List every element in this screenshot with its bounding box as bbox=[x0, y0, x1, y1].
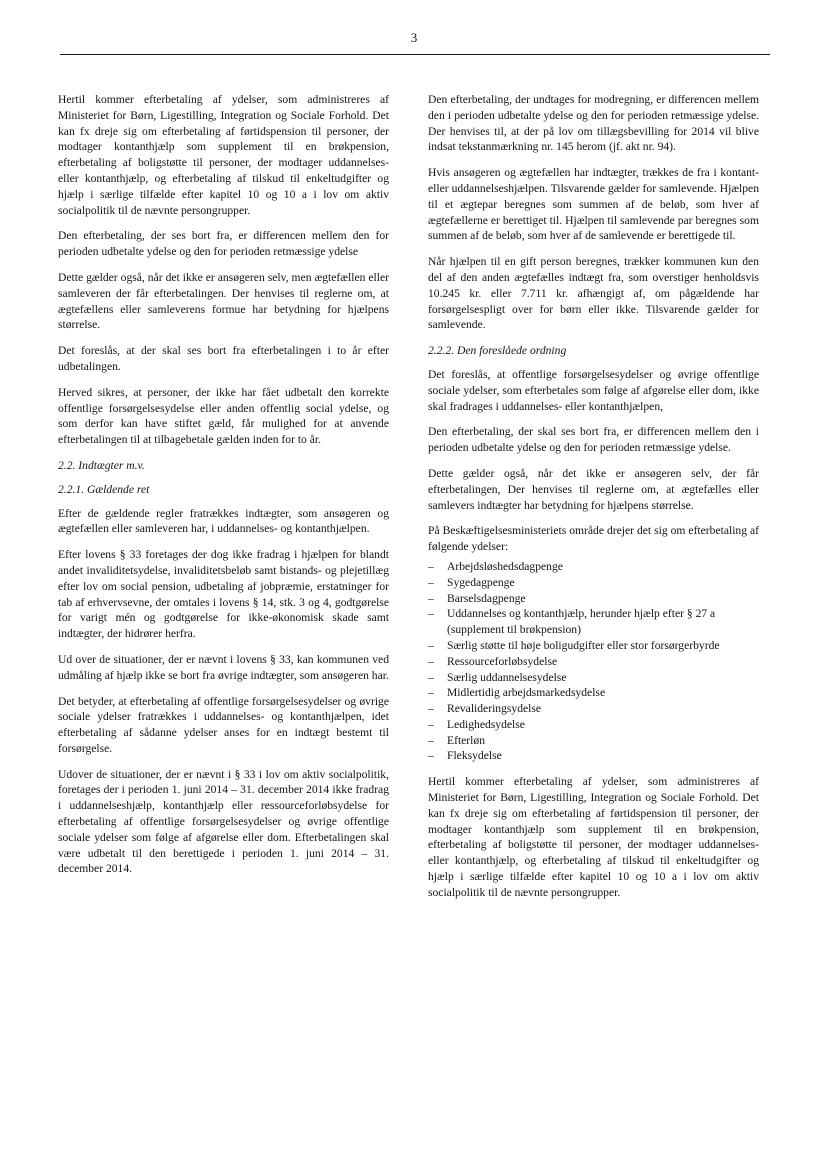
paragraph: Den efterbetaling, der skal ses bort fra, er differencen mellem den i perioden udbetalte ydelse og den for perioden retmæssige ydelse. bbox=[428, 425, 759, 455]
list-item: – Særlig uddannelsesydelse bbox=[428, 670, 759, 686]
paragraph: På Beskæftigelsesministeriets område drejer det sig om efterbetaling af følgende ydelser: bbox=[428, 524, 759, 554]
paragraph: Det foreslås, at offentlige forsørgelsesydelser og øvrige offentlige sociale ydelser, som efterbetales som følge af afgørelse eller dom, ikke skal fradrages i uddannelses- eller kontanthjælpen, bbox=[428, 367, 759, 413]
list-item: – Arbejdsløshedsdagpenge bbox=[428, 559, 759, 575]
list-item: – Barselsdagpenge bbox=[428, 591, 759, 607]
paragraph: Herved sikres, at personer, der ikke har fået udbetalt den korrekte offentlige forsørgelsesydelse eller anden offentlig social ydelse, og som derfor kan have stiftet gæld, får mulighed for at anvende efterbetalingen til at tilbagebetale gælden inden for to år. bbox=[58, 385, 389, 447]
list-item: – Fleksydelse bbox=[428, 748, 759, 764]
paragraph: Dette gælder også, når det ikke er ansøgeren selv, der får efterbetalingen, Der henvises til reglerne om, at ægtefælles eller samlevers indtægter har betydning for hjælpens størrelse. bbox=[428, 466, 759, 512]
right-column bbox=[428, 92, 759, 911]
paragraph: Dette gælder også, når det ikke er ansøgeren selv, men ægtefællen eller samleveren der får efterbetalingen. Der henvises til reglerne om, at ægtefællens eller samleverens formue har betydning for hjælpens størrelse. bbox=[58, 270, 389, 332]
list-item: – Sygedagpenge bbox=[428, 575, 759, 591]
paragraph: Hertil kommer efterbetaling af ydelser, som administreres af Ministeriet for Børn, Ligestilling, Integration og Sociale Forhold. Det kan fx dreje sig om efterbetaling af førtidspension til personer, der modtager kontanthjælp som supplement til en brøkpension, efterbetaling af boligstøtte til personer, der modtager uddannelses- eller kontanthjælp, og efterbetaling af tilskud til enkeltudgifter og hjælp i særlige tilfælde efter kapitel 10 og 10 a i lov om aktiv socialpolitik til de nævnte persongrupper. bbox=[58, 93, 389, 217]
paragraph: Når hjælpen til en gift person beregnes, trækker kommunen kun den del af den anden ægtefælles indtægt fra, som overstiger henholdsvis 10.245 kr. eller 7.711 kr. afhængigt af, om pågældende har forsørgelsespligt over for børn eller ikke. Tilsvarende gælder for samlevende. bbox=[428, 255, 759, 332]
list-item: – Ressourceforløbsydelse bbox=[428, 654, 759, 670]
list-item: – Særlig støtte til høje boligudgifter eller stor forsørgerbyrde bbox=[428, 638, 759, 654]
list-item: – Uddannelses og kontanthjælp, herunder hjælp efter § 27 a (supplement til brøkpension) bbox=[428, 606, 759, 638]
benefit-list bbox=[428, 559, 759, 764]
list-item: – Efterløn bbox=[428, 733, 759, 749]
paragraph: Det foreslås, at der skal ses bort fra efterbetalingen i to år efter udbetalingen. bbox=[58, 344, 389, 373]
list-item: – Ledighedsydelse bbox=[428, 717, 759, 733]
left-column bbox=[58, 92, 389, 887]
paragraph: Efter de gældende regler fratrækkes indtægter, som ansøgeren og ægtefællen eller samleveren har, i uddannelses- og kontanthjælpen. bbox=[58, 506, 389, 536]
header-rule bbox=[60, 54, 770, 55]
list-item: – Midlertidig arbejdsmarkedsydelse bbox=[428, 685, 759, 701]
paragraph: Ud over de situationer, der er nævnt i lovens § 33, kan kommunen ved udmåling af hjælp ikke se bort fra øvrige indtægter, som ansøgeren har. bbox=[58, 652, 389, 682]
paragraph: Den efterbetaling, der undtages for modregning, er differencen mellem den i perioden udbetalte ydelse og den for perioden retmæssige ydelse. Der henvises til, at der på lov om tillægsbevilling for 2014 vil blive indsat tekstanmærkning nr. 145 herom (jf. akt nr. 94). bbox=[428, 93, 759, 154]
paragraph: Efter lovens § 33 foretages der dog ikke fradrag i hjælpen for blandt andet invaliditetsydelse, invaliditetsbeløb samt bistands- og plejetillæg efter lov om social pension, udbetaling af jobpræmie, erstatninger for tab af erhvervsevne, der omtales i lovens § 14, stk. 3 og 4, godtgørelse for varigt mén og godtgørelse for ikke-økonomisk skade samt indtægter, der hidrører herfra. bbox=[58, 548, 389, 641]
section-heading: 2.2. Indtægter m.v. bbox=[58, 458, 145, 472]
subsection-heading: 2.2.1. Gældende ret bbox=[58, 482, 150, 496]
page-number: 3 bbox=[410, 30, 418, 45]
subsection-heading: 2.2.2. Den foreslåede ordning bbox=[428, 344, 567, 358]
paragraph: Hertil kommer efterbetaling af ydelser, som administreres af Ministeriet for Børn, Ligestilling, Integration og Sociale Forhold. Det kan fx dreje sig om efterbetaling af førtidspension til personer, der modtager kontanthjælp som supplement til en brøkpension, efterbetaling af boligstøtte til personer, der modtager uddannelses- eller kontanthjælp, og efterbetaling af tilskud til enkeltudgifter og hjælp i særlige tilfælde efter kapitel 10 og 10 a i lov om aktiv socialpolitik til de nævnte persongrupper. bbox=[428, 775, 759, 899]
paragraph: Det betyder, at efterbetaling af offentlige forsørgelsesydelser og øvrige sociale ydelser fratrækkes i uddannelses- og kontanthjælpen, idet efterbetaling af sådanne ydelser anses for en indtægt bestemt til forsørgelse. bbox=[58, 694, 389, 755]
list-item: – Revalideringsydelse bbox=[428, 701, 759, 717]
paragraph: Hvis ansøgeren og ægtefællen har indtægter, trækkes de fra i kontant- eller uddannelseshjælpen. Tilsvarende gælder for samlevende. Hjælpen til et ægtepar beregnes som summen af de beløb, som hver af ægtefællerne er berettiget til. Hjælpen til samlevende par beregnes som summen af de beløb, som hver af de samlevende er berettigede til. bbox=[428, 166, 759, 243]
paragraph: Udover de situationer, der er nævnt i § 33 i lov om aktiv socialpolitik, foretages der i perioden 1. juni 2014 – 31. december 2014 ikke fradrag i uddannelseshjælp, kontanthjælp eller ressourceforløbsydelse for efterbetaling af offentlige forsørgelsesydelser og øvrige offentlige sociale ydelser som følge af afgørelse eller dom. Efterbetalingen skal være udbetalt til den berettigede i perioden 1. juni 2014 – 31. december 2014. bbox=[58, 767, 389, 876]
paragraph: Den efterbetaling, der ses bort fra, er differencen mellem den for perioden udbetalte ydelse og den for perioden retmæssige ydelse bbox=[58, 229, 389, 259]
